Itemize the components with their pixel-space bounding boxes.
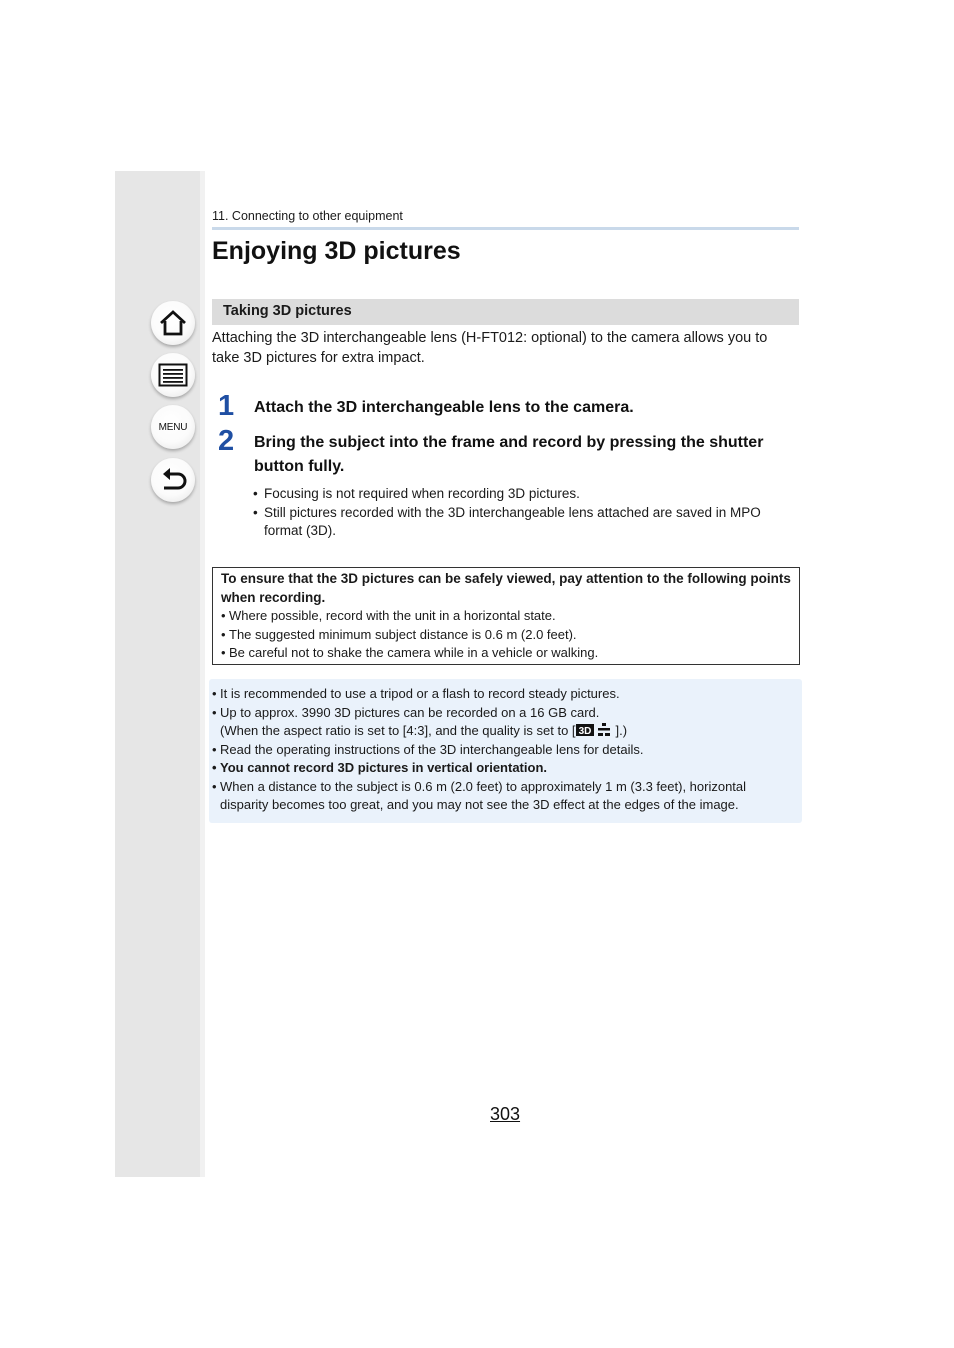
list-icon [158, 363, 188, 387]
note-sub-before: (When the aspect ratio is set to [4:3], and the quality is set to [ [220, 723, 576, 738]
home-icon [158, 308, 188, 338]
list-item: • When a distance to the subject is 0.6 m (2.0 feet) to approximately 1 m (3.3 feet), horizontal disparity becomes too great, and you may not see the 3D effect at the edges of the image. [212, 778, 792, 815]
home-button[interactable] [151, 301, 195, 345]
note-subline [220, 722, 792, 741]
step-text: Attach the 3D interchangeable lens to the camera. [254, 399, 634, 416]
step-number: 1 [218, 390, 235, 422]
attention-heading: To ensure that the 3D pictures can be safely viewed, pay attention to the following points when recording. [221, 571, 791, 605]
list-item: • Still pictures recorded with the 3D interchangeable lens attached are saved in MPO format (3D). [252, 504, 787, 541]
back-button[interactable] [151, 458, 195, 502]
note-text: Up to approx. 3990 3D pictures can be recorded on a 16 GB card. [220, 704, 600, 720]
list-item: • Where possible, record with the unit in a horizontal state. [221, 607, 791, 626]
attention-box [212, 567, 800, 665]
return-arrow-icon [158, 466, 188, 494]
menu-label: MENU [158, 421, 188, 433]
list-item: • The suggested minimum subject distance is 0.6 m (2.0 feet). [221, 626, 791, 645]
list-item [212, 704, 792, 741]
quality-3d-icon [576, 723, 616, 737]
sidebar-edge [200, 171, 205, 1177]
section-header: Taking 3D pictures [212, 299, 799, 325]
step-bullets [252, 485, 787, 541]
list-item: • Read the operating instructions of the 3D interchangeable lens for details. [212, 741, 792, 760]
contents-button[interactable] [151, 353, 195, 397]
list-item: • Focusing is not required when recording 3D pictures. [252, 485, 787, 504]
step-number: 2 [218, 425, 235, 457]
note-sub-after: ].) [615, 723, 628, 738]
list-item: • You cannot record 3D pictures in vertical orientation. [212, 759, 792, 778]
page-number: 303 [490, 1104, 521, 1124]
breadcrumb-rule [212, 227, 799, 230]
list-item: • It is recommended to use a tripod or a flash to record steady pictures. [212, 685, 792, 704]
quality-icon-label: 3D [578, 726, 591, 737]
page-title: Enjoying 3D pictures [212, 237, 461, 265]
step-text: Bring the subject into the frame and record by pressing the shutter button fully. [254, 434, 764, 475]
list-item: • Be careful not to shake the camera while in a vehicle or walking. [221, 644, 791, 663]
notes-box [209, 679, 802, 823]
breadcrumb: 11. Connecting to other equipment [212, 209, 403, 223]
attention-list [221, 607, 791, 663]
intro-paragraph: Attaching the 3D interchangeable lens (H-FT012: optional) to the camera allows you to take 3D pictures for extra impact. [212, 330, 768, 366]
menu-button[interactable] [151, 405, 195, 449]
